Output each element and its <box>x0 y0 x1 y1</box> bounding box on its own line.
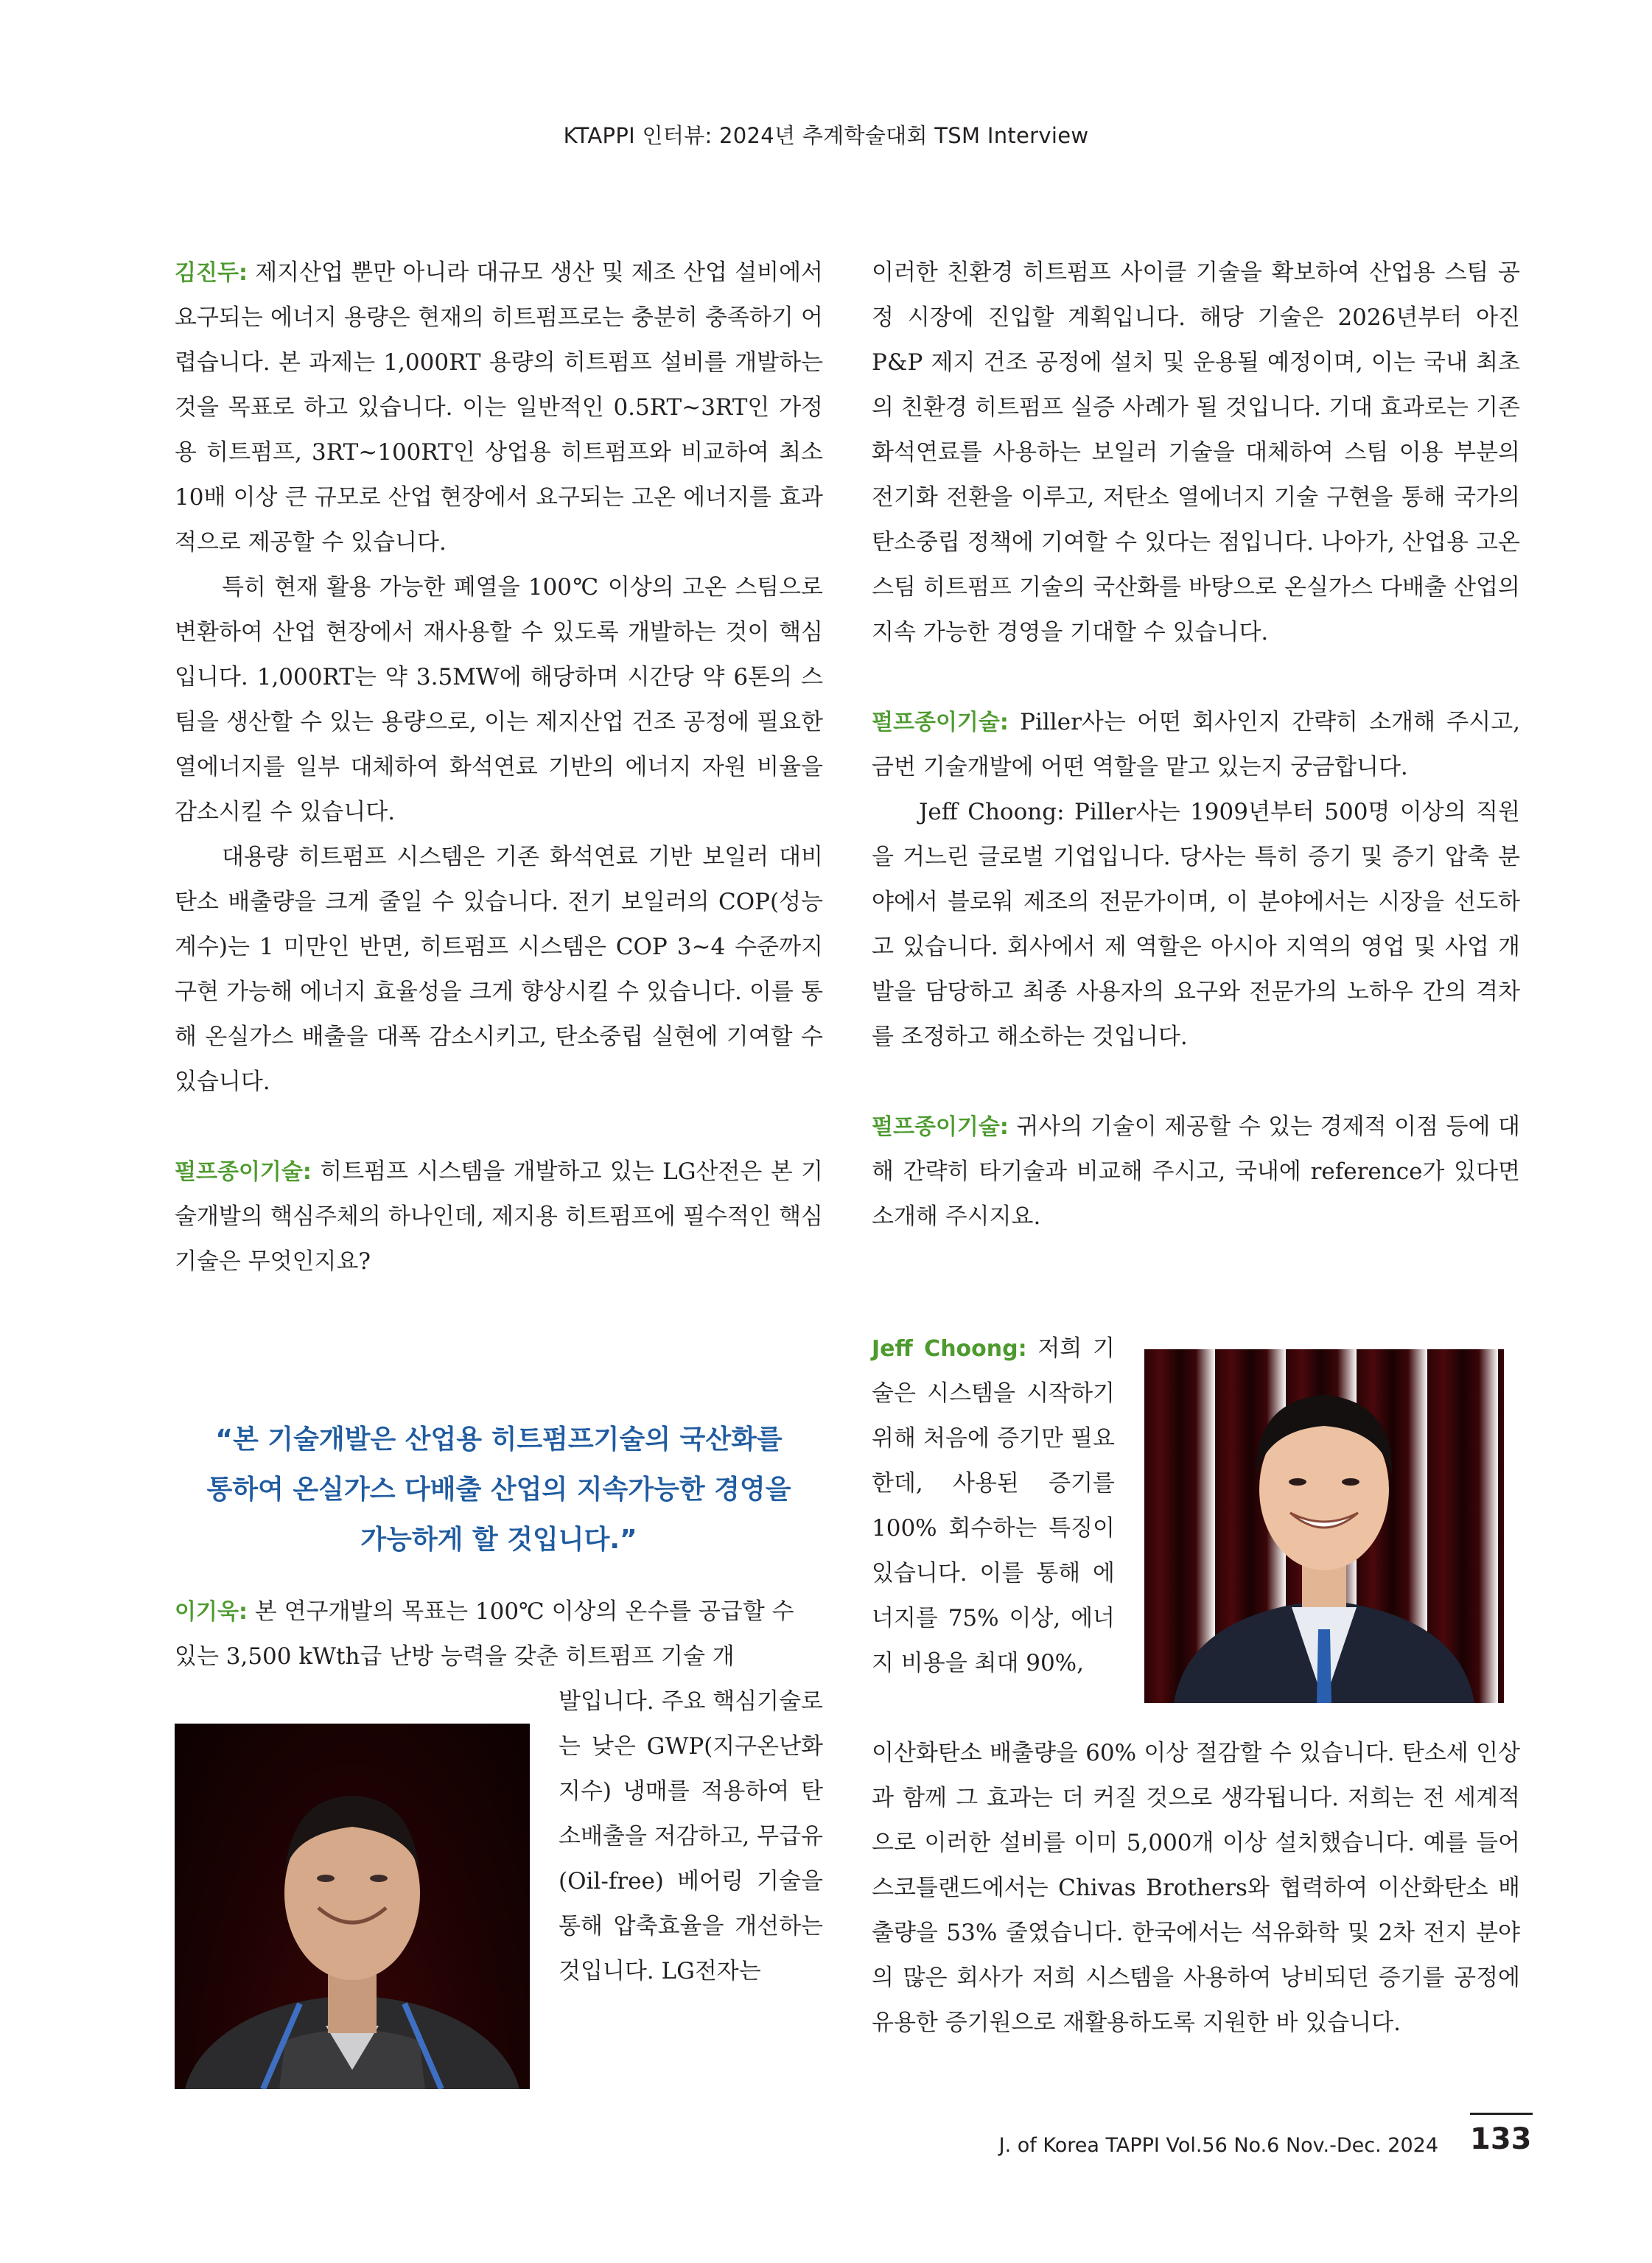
speaker-label: 펄프종이기술: <box>175 1159 312 1185</box>
page-header: KTAPPI 인터뷰: 2024년 추계학술대회 TSM Interview <box>563 123 1089 148</box>
pull-quote-line: “본 기술개발은 산업용 히트펌프기술의 국산화를 <box>215 1424 783 1455</box>
speaker-label: Jeff Choong: <box>872 1336 1027 1362</box>
paragraph-text: 특히 현재 활용 가능한 폐열을 100℃ 이상의 고온 스팀으로 변환하여 산업 현장에서 재사용할 수 있도록 개발하는 것이 핵심입니다. 1,000RT는 약 3.5MW에 해당하며 시간당 약 6톤의 스팀을 생산할 수 있는 용량으로, 이는 제지산업 건조 공정에 필요한 열에너지를 일부 대체하여 화석연료 기반의 에너지 자원 비율을 감소시킬 수 있습니다. <box>175 574 823 825</box>
paragraph-kim-answer <box>175 251 823 565</box>
page-number-rule <box>1470 2113 1533 2115</box>
portrait-illustration <box>175 1724 530 2089</box>
paragraph-lee-wrap: 발입니다. 주요 핵심기술로는 낮은 GWP(지구온난화 지수) 냉매를 적용하여 탄소배출을 저감하고, 무급유(Oil-free) 베어링 기술을 통해 압축효율을 개선하는 것입니다. LG전자는 <box>559 1688 823 1984</box>
interviewee-photo-lee <box>175 1724 530 2089</box>
pull-quote <box>175 1415 823 1565</box>
paragraph-question <box>872 700 1520 790</box>
paragraph-jeff-wrap <box>872 1326 1115 1686</box>
left-column <box>175 251 823 1284</box>
page-number-block <box>1470 2113 1533 2156</box>
paragraph-question <box>175 1150 823 1284</box>
paragraph-text: 대용량 히트펌프 시스템은 기존 화석연료 기반 보일러 대비 탄소 배출량을 크게 줄일 수 있습니다. 전기 보일러의 COP(성능계수)는 1 미만인 반면, 히트펌프 시스템은 COP 3~4 수준까지 구현 가능해 에너지 효율성을 크게 향상시킬 수 있습니다. 이를 통해 온실가스 배출을 대폭 감소시키고, 탄소중립 실현에 기여할 수 있습니다. <box>175 844 823 1095</box>
page-number: 133 <box>1470 2122 1532 2156</box>
paragraph-jeff-answer: Jeff Choong: Piller사는 1909년부터 500명 이상의 직원을 거느린 글로벌 기업입니다. 당사는 특히 증기 및 증기 압축 분야에서 블로워 제조의 전문가이며, 이 분야에서는 시장을 선도하고 있습니다. 회사에서 제 역할은 아시아 지역의 영업 및 사업 개발을 담당하고 최종 사용자의 요구와 전문가의 노하우 간의 격차를 조정하고 해소하는 것입니다. <box>872 799 1520 1050</box>
paragraph-text: Piller사는 어떤 회사인지 간략히 소개해 주시고, 금번 기술개발에 어떤 역할을 맡고 있는지 궁금합니다. <box>872 709 1520 780</box>
speaker-label: 이기욱: <box>175 1599 248 1625</box>
journal-citation: J. of Korea TAPPI Vol.56 No.6 Nov.-Dec. 2024 <box>998 2134 1438 2157</box>
pull-quote-line: 가능하게 할 것입니다.” <box>360 1525 637 1555</box>
paragraph-text: 본 연구개발의 목표는 100℃ 이상의 온수를 공급할 수 있는 3,500 kWth급 난방 능력을 갖춘 히트펌프 기술 개 <box>175 1598 794 1670</box>
pull-quote-line: 통하여 온실가스 다배출 산업의 지속가능한 경영을 <box>206 1475 791 1505</box>
speaker-label: 펄프종이기술: <box>872 710 1009 735</box>
paragraph-text: 저희 기술은 시스템을 시작하기 위해 처음에 증기만 필요한데, 사용된 증기를 100% 회수하는 특징이 있습니다. 이를 통해 에너지를 75% 이상, 에너지 비용을 최대 90%, <box>872 1335 1115 1676</box>
paragraph-jeff-continued: 이산화탄소 배출량을 60% 이상 절감할 수 있습니다. 탄소세 인상과 함께 그 효과는 더 커질 것으로 생각됩니다. 저희는 전 세계적으로 이러한 설비를 이미 5,000개 이상 설치했습니다. 예를 들어 스코틀랜드에서는 Chivas Brothers와 협력하여 이산화탄소 배출량을 53% 줄였습니다. 한국에서는 석유화학 및 2차 전지 분야의 많은 회사가 저희 시스템을 사용하여 낭비되던 증기를 공정에 유용한 증기원으로 재활용하도록 지원한 바 있습니다. <box>872 1740 1520 2036</box>
speaker-label: 김진두: <box>175 260 248 286</box>
paragraph-text: 귀사의 기술이 제공할 수 있는 경제적 이점 등에 대해 간략히 타기술과 비교해 주시고, 국내에 reference가 있다면 소개해 주시지요. <box>872 1113 1520 1230</box>
paragraph-question <box>872 1105 1520 1239</box>
portrait-illustration <box>1144 1349 1504 1703</box>
paragraph-text: 히트펌프 시스템을 개발하고 있는 LG산전은 본 기술개발의 핵심주체의 하나인데, 제지용 히트펌프에 필수적인 핵심기술은 무엇인지요? <box>175 1158 823 1275</box>
right-column <box>872 251 1520 1239</box>
speaker-label: 펄프종이기술: <box>872 1114 1009 1140</box>
paragraph-lee-answer <box>175 1589 823 1679</box>
interviewee-photo-jeff <box>1144 1349 1504 1703</box>
paragraph-text: 이러한 친환경 히트펌프 사이클 기술을 확보하여 산업용 스팀 공정 시장에 진입할 계획입니다. 해당 기술은 2026년부터 아진 P&P 제지 건조 공정에 설치 및 운용될 예정이며, 이는 국내 최초의 친환경 히트펌프 실증 사례가 될 것입니다. 기대 효과로는 기존 화석연료를 사용하는 보일러 기술을 대체하여 스팀 이용 부분의 전기화 전환을 이루고, 저탄소 열에너지 기술 구현을 통해 국가의 탄소중립 정책에 기여할 수 있다는 점입니다. 나아가, 산업용 고온 스팀 히트펌프 기술의 국산화를 바탕으로 온실가스 다배출 산업의 지속 가능한 경영을 기대할 수 있습니다. <box>872 259 1520 646</box>
paragraph-text: 제지산업 뿐만 아니라 대규모 생산 및 제조 산업 설비에서 요구되는 에너지 용량은 현재의 히트펌프로는 충분히 충족하기 어렵습니다. 본 과제는 1,000RT 용량의 히트펌프 설비를 개발하는 것을 목표로 하고 있습니다. 이는 일반적인 0.5RT~3RT인 가정용 히트펌프, 3RT~100RT인 상업용 히트펌프와 비교하여 최소 10배 이상 큰 규모로 산업 현장에서 요구되는 고온 에너지를 효과적으로 제공할 수 있습니다. <box>175 259 823 556</box>
